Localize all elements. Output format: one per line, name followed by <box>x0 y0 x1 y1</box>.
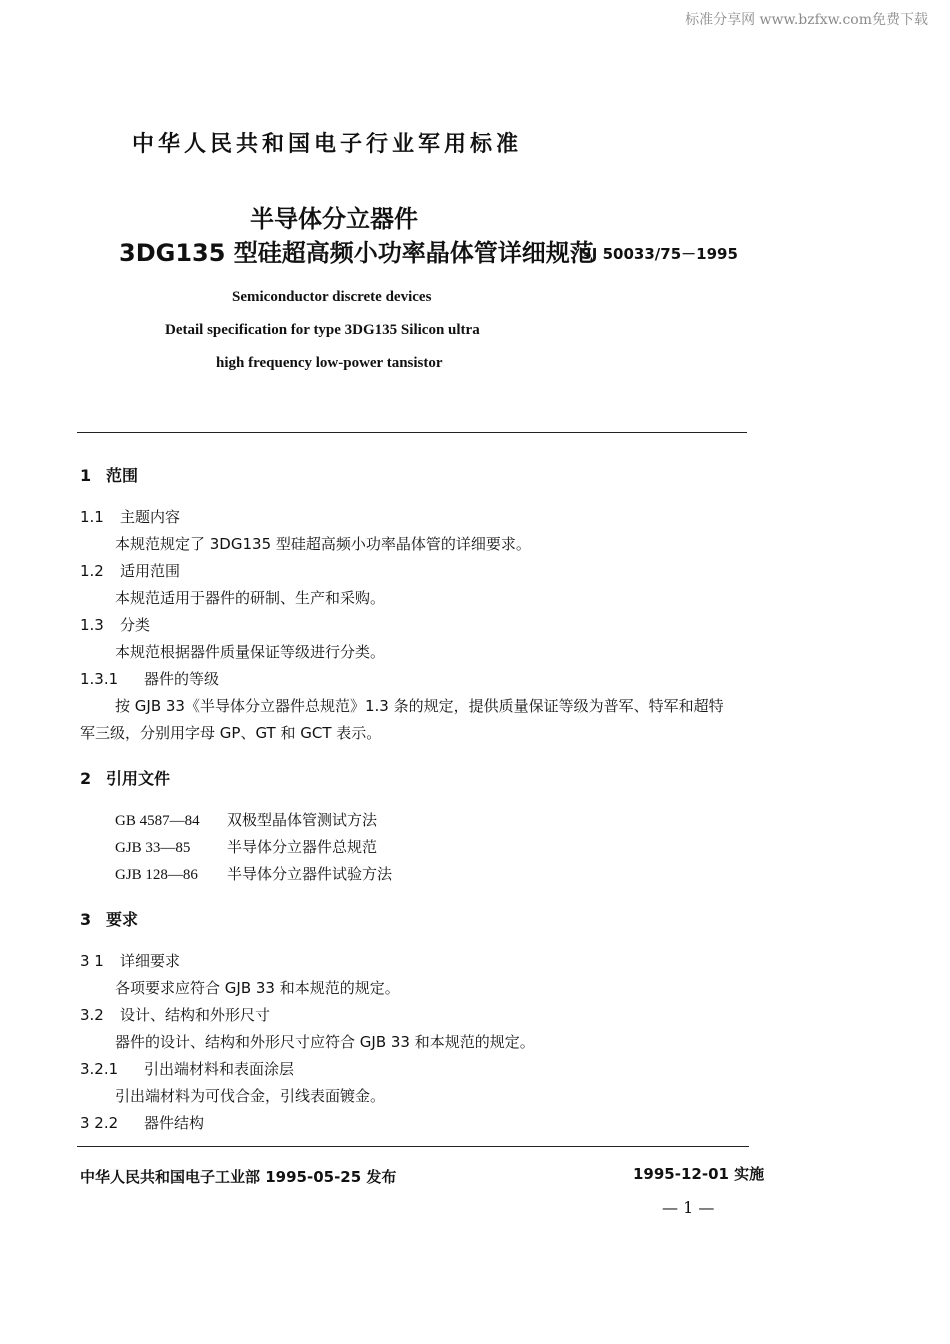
section-3-2-1-heading: 3.2.1 引出端材料和表面涂层 <box>80 1060 295 1078</box>
title-en-line1: Semiconductor discrete devices <box>232 289 432 305</box>
section-1-2-text: 本规范适用于器件的研制、生产和采购。 <box>115 589 386 607</box>
standard-number: SJ 50033/75－1995 <box>581 245 738 263</box>
reference-item: GB 4587—84 双极型晶体管测试方法 <box>115 811 378 829</box>
section-3-heading: 3 要求 <box>80 910 139 929</box>
section-3-2-2-heading: 3 2.2 器件结构 <box>80 1114 205 1132</box>
section-1-2-heading: 1.2 适用范围 <box>80 562 181 580</box>
section-1-1-text: 本规范规定了 3DG135 型硅超高频小功率晶体管的详细要求。 <box>115 535 531 553</box>
section-1-3-heading: 1.3 分类 <box>80 616 151 634</box>
section-1-1-heading: 1.1 主题内容 <box>80 508 181 526</box>
effective-date: 1995-12-01 实施 <box>633 1165 765 1183</box>
section-1-3-text: 本规范根据器件质量保证等级进行分类。 <box>115 643 386 661</box>
reference-item: GJB 33—85 半导体分立器件总规范 <box>115 838 378 856</box>
title-en-line2: Detail specification for type 3DG135 Silicon ultra <box>165 322 480 338</box>
footer-divider <box>77 1146 749 1147</box>
section-1-3-1-heading: 1.3.1 器件的等级 <box>80 670 220 688</box>
watermark: 标准分享网 www.bzfxw.com免费下载 <box>685 12 928 28</box>
title-en-line3: high frequency low-power tansistor <box>216 355 443 371</box>
issuer-line: 中华人民共和国电子工业部 1995-05-25 发布 <box>80 1168 397 1186</box>
section-3-2-1-text: 引出端材料为可伐合金，引线表面镀金。 <box>115 1087 386 1105</box>
section-3-1-heading: 3 1 详细要求 <box>80 952 181 970</box>
section-2-heading: 2 引用文件 <box>80 769 171 788</box>
standard-category: 中华人民共和国电子行业军用标准 <box>132 132 523 157</box>
section-1-heading: 1 范围 <box>80 466 139 485</box>
section-3-1-text: 各项要求应符合 GJB 33 和本规范的规定。 <box>115 979 400 997</box>
section-1-3-1-text-line1: 按 GJB 33《半导体分立器件总规范》1.3 条的规定，提供质量保证等级为普军、特军和超特 <box>115 697 724 715</box>
section-3-2-heading: 3.2 设计、结构和外形尺寸 <box>80 1006 271 1024</box>
header-divider <box>77 432 747 433</box>
reference-item: GJB 128—86 半导体分立器件试验方法 <box>115 865 393 883</box>
title-cn-line1: 半导体分立器件 <box>250 205 418 233</box>
section-3-2-text: 器件的设计、结构和外形尺寸应符合 GJB 33 和本规范的规定。 <box>115 1033 535 1051</box>
section-1-3-1-text-line2: 军三级，分别用字母 GP、GT 和 GCT 表示。 <box>80 724 382 742</box>
title-cn-line2: 3DG135 型硅超高频小功率晶体管详细规范 <box>119 239 594 267</box>
page-number: — 1 — <box>662 1198 715 1217</box>
